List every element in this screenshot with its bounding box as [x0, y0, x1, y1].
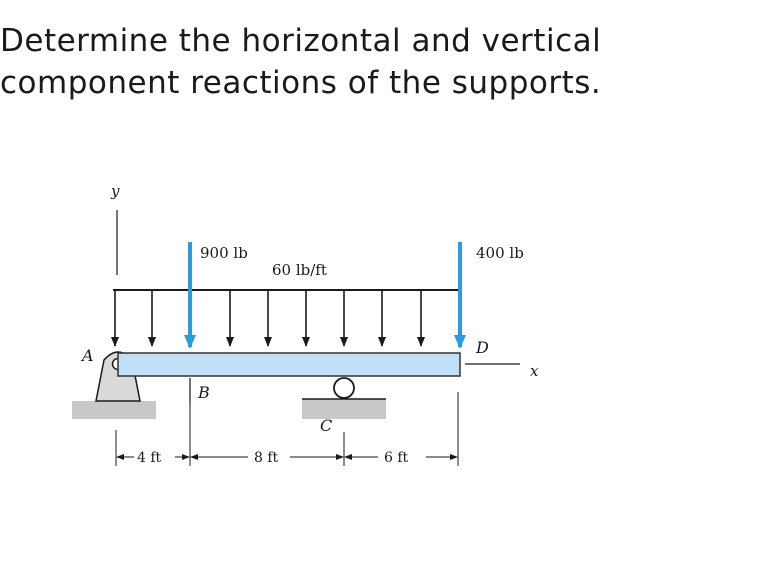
- support-c-roller: [334, 378, 354, 398]
- distributed-load-label: 60 lb/ft: [272, 261, 327, 279]
- problem-line-1: Determine the horizontal and vertical: [0, 23, 602, 59]
- support-a-ground: [72, 401, 156, 419]
- point-b-label: B: [198, 383, 210, 402]
- distributed-load-arrows: [115, 290, 421, 346]
- x-axis-label: x: [530, 362, 539, 380]
- point-d-label: D: [476, 338, 489, 357]
- beam: [118, 353, 460, 376]
- point-c-label: C: [320, 416, 333, 435]
- support-c-ground: [302, 399, 386, 419]
- dim-8-label: 8 ft: [254, 450, 279, 466]
- problem-line-2: component reactions of the supports.: [0, 65, 602, 101]
- force-900-label: 900 lb: [200, 244, 248, 262]
- dim-4-label: 4 ft: [137, 450, 162, 466]
- y-axis-label: y: [111, 182, 120, 200]
- force-400-label: 400 lb: [476, 244, 524, 262]
- dim-6-label: 6 ft: [384, 450, 409, 466]
- point-a-label: A: [82, 346, 94, 365]
